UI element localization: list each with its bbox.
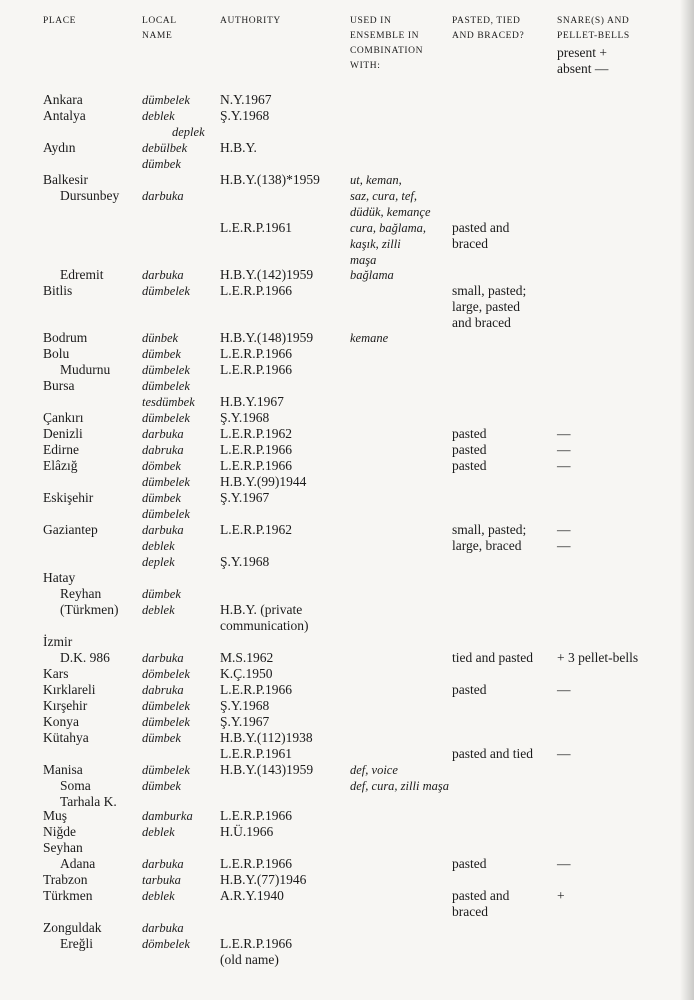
table-row (0, 698, 694, 714)
local-name-cell: darbuka (142, 427, 184, 441)
place-cell: Türkmen (43, 888, 93, 903)
table-row (0, 315, 694, 331)
table-row (0, 188, 694, 204)
authority-cell: H.B.Y.(142)1959 (220, 267, 314, 282)
header-pasted (452, 14, 524, 44)
place-cell: Gaziantep (43, 522, 98, 537)
table-row (0, 666, 694, 682)
pasted-cell: braced (452, 236, 488, 251)
table-row (0, 236, 694, 252)
header-place: PLACE (43, 16, 77, 26)
header-ensemble-line: ENSEMBLE IN (350, 31, 420, 41)
header-pasted-line: AND BRACED? (452, 31, 525, 41)
table-row (0, 920, 694, 936)
subplace-cell: Ereğli (60, 936, 93, 951)
header-snares-line: SNARE(S) AND (557, 16, 630, 26)
table-row (0, 888, 694, 904)
snare-cell: + (557, 888, 565, 903)
authority-cell: H.B.Y.(77)1946 (220, 872, 307, 887)
table-row (0, 522, 694, 538)
table-row (0, 362, 694, 378)
ensemble-cell: ut, keman, (350, 173, 402, 187)
ensemble-cell: kemane (350, 331, 389, 345)
table-row (0, 252, 694, 268)
local-name-cell: dümbek (142, 491, 181, 505)
header-local-name (142, 14, 177, 44)
snare-cell: — (557, 458, 571, 473)
authority-cell: Ş.Y.1968 (220, 108, 270, 123)
local-name-cell: dümbek (142, 347, 181, 361)
pasted-cell: and braced (452, 315, 511, 330)
local-name-cell: dümbelek (142, 763, 190, 777)
pasted-cell: braced (452, 904, 488, 919)
place-cell: Denizli (43, 426, 83, 441)
local-name-cell: dümbelek (142, 411, 190, 425)
table-row (0, 426, 694, 442)
table-row (0, 856, 694, 872)
local-name-cell: dümbelek (142, 363, 190, 377)
authority-cell: L.E.R.P.1966 (220, 283, 293, 298)
authority-cell: A.R.Y.1940 (220, 888, 284, 903)
table-row (0, 267, 694, 283)
pasted-cell: large, braced (452, 538, 522, 553)
authority-cell: Ş.Y.1967 (220, 490, 270, 505)
local-name-cell: dömbelek (142, 667, 190, 681)
authority-cell: H.B.Y.(138)*1959 (220, 172, 320, 187)
local-name-cell: dümbelek (142, 93, 190, 107)
local-name-cell: dümbelek (142, 715, 190, 729)
local-name-cell: dabruka (142, 443, 184, 457)
local-name-cell: deblek (142, 539, 175, 553)
subplace-cell: Mudurnu (60, 362, 111, 377)
authority-cell: L.E.R.P.1966 (220, 346, 293, 361)
table-row (0, 330, 694, 346)
table-row (0, 952, 694, 968)
snare-cell: — (557, 746, 571, 761)
table-row (0, 346, 694, 362)
authority-cell: L.E.R.P.1966 (220, 458, 293, 473)
table-row (0, 682, 694, 698)
table-row (0, 650, 694, 666)
pasted-cell: pasted (452, 856, 487, 871)
table-row (0, 730, 694, 746)
authority-cell: communication) (220, 618, 309, 633)
legend-present: present + (557, 45, 607, 60)
place-cell: Seyhan (43, 840, 83, 855)
authority-cell: Ş.Y.1968 (220, 410, 270, 425)
header-local-name-line: NAME (142, 31, 173, 41)
authority-cell: H.B.Y.(143)1959 (220, 762, 314, 777)
subplace-cell: Adana (60, 856, 96, 871)
header-snares (557, 14, 630, 44)
authority-cell: H.B.Y. (220, 140, 257, 155)
place-cell: Aydın (43, 140, 76, 155)
table-row (0, 124, 694, 140)
local-name-cell: tesdümbek (142, 395, 195, 409)
local-name-cell: dömbelek (142, 937, 190, 951)
snare-cell: — (557, 856, 571, 871)
place-cell: Hatay (43, 570, 76, 585)
pasted-cell: pasted (452, 426, 487, 441)
local-name-cell: deplek (142, 555, 175, 569)
local-name-cell: dümbelek (142, 284, 190, 298)
authority-cell: H.B.Y.(148)1959 (220, 330, 314, 345)
table-row (0, 538, 694, 554)
place-cell: Kırşehir (43, 698, 88, 713)
place-cell: Manisa (43, 762, 83, 777)
table-row (0, 204, 694, 220)
local-name-cell: dümbelek (142, 379, 190, 393)
authority-cell: L.E.R.P.1966 (220, 682, 293, 697)
table-row (0, 299, 694, 315)
authority-cell: L.E.R.P.1966 (220, 936, 293, 951)
pasted-cell: small, pasted; (452, 283, 527, 298)
local-name-cell: dümbek (142, 157, 181, 171)
table-row (0, 746, 694, 762)
local-name-cell: tarbuka (142, 873, 181, 887)
table-row (0, 778, 694, 794)
table-row (0, 808, 694, 824)
ensemble-cell: saz, cura, tef, (350, 189, 418, 203)
table-row (0, 394, 694, 410)
table-row (0, 872, 694, 888)
place-cell: Kütahya (43, 730, 89, 745)
pasted-cell: tied and pasted (452, 650, 533, 665)
authority-cell: (old name) (220, 952, 279, 967)
pasted-cell: pasted (452, 682, 487, 697)
authority-cell: M.S.1962 (220, 650, 274, 665)
local-name-cell: dünbek (142, 331, 179, 345)
pasted-cell: pasted and tied (452, 746, 533, 761)
authority-cell: L.E.R.P.1966 (220, 362, 293, 377)
header-ensemble-line: COMBINATION (350, 46, 424, 56)
ensemble-cell: cura, bağlama, (350, 221, 427, 235)
place-cell: Balkesir (43, 172, 88, 187)
place-cell: Zonguldak (43, 920, 102, 935)
subplace-cell: (Türkmen) (60, 602, 119, 617)
pasted-cell: pasted (452, 458, 487, 473)
place-cell: Bolu (43, 346, 70, 361)
pasted-cell: pasted and (452, 220, 510, 235)
place-cell: Trabzon (43, 872, 88, 887)
header-ensemble-line: USED IN (350, 16, 392, 26)
table-row (0, 904, 694, 920)
pasted-cell: pasted (452, 442, 487, 457)
table-row (0, 378, 694, 394)
ensemble-cell: düdük, kemançe (350, 205, 431, 219)
table-row (0, 714, 694, 730)
table-row (0, 506, 694, 522)
table-row (0, 140, 694, 156)
local-name-cell: deblek (142, 825, 175, 839)
table-row (0, 283, 694, 299)
local-name-cell: dümbek (142, 779, 181, 793)
authority-cell: H.Ü.1966 (220, 824, 274, 839)
pasted-cell: pasted and (452, 888, 510, 903)
authority-cell: H.B.Y. (private (220, 602, 303, 617)
header-ensemble (350, 14, 423, 74)
authority-cell: H.B.Y.(112)1938 (220, 730, 313, 745)
table-row (0, 474, 694, 490)
table-row (0, 156, 694, 172)
subplace-cell: Dursunbey (60, 188, 120, 203)
table-row (0, 634, 694, 650)
local-name-cell: darbuka (142, 921, 184, 935)
snare-cell: + 3 pellet-bells (557, 650, 639, 665)
place-cell: Niğde (43, 824, 76, 839)
snare-cell: — (557, 682, 571, 697)
table-row (0, 936, 694, 952)
local-name-cell: dümbelek (142, 475, 190, 489)
place-cell: Eskişehir (43, 490, 94, 505)
table-row (0, 458, 694, 474)
header-authority: AUTHORITY (220, 16, 281, 26)
table-row (0, 840, 694, 856)
local-name-cell: dümbelek (142, 507, 190, 521)
local-name-cell: darbuka (142, 268, 184, 282)
header-pasted-line: PASTED, TIED (452, 16, 521, 26)
local-name-cell: darbuka (142, 523, 184, 537)
place-cell: Bodrum (43, 330, 88, 345)
local-name-cell: dümbelek (142, 699, 190, 713)
authority-cell: N.Y.1967 (220, 92, 272, 107)
table-row (0, 442, 694, 458)
ensemble-cell: maşa (350, 253, 377, 267)
authority-cell: L.E.R.P.1961 (220, 220, 293, 235)
place-cell: Edirne (43, 442, 79, 457)
ensemble-cell: bağlama (350, 268, 394, 282)
local-name-cell: damburka (142, 809, 193, 823)
table-row (0, 824, 694, 840)
subplace-cell: Tarhala K. (60, 794, 117, 809)
table-row (0, 92, 694, 108)
place-cell: Antalya (43, 108, 86, 123)
header-ensemble-line: WITH: (350, 61, 381, 71)
local-name-cell: deblek (142, 109, 175, 123)
authority-cell: Ş.Y.1968 (220, 554, 270, 569)
header-local-name-line: LOCAL (142, 16, 177, 26)
table-row (0, 220, 694, 236)
place-cell: Bitlis (43, 283, 73, 298)
place-cell: Çankırı (43, 410, 84, 425)
table-row (0, 618, 694, 634)
header-snares-line: PELLET-BELLS (557, 31, 630, 41)
local-name-cell: darbuka (142, 651, 184, 665)
place-cell: Konya (43, 714, 79, 729)
local-name-cell: darbuka (142, 857, 184, 871)
local-name-cell: dümbek (142, 587, 181, 601)
table-row (0, 570, 694, 586)
authority-cell: L.E.R.P.1962 (220, 426, 293, 441)
table-row (0, 490, 694, 506)
table-row (0, 172, 694, 188)
place-cell: Kırklareli (43, 682, 96, 697)
authority-cell: L.E.R.P.1966 (220, 808, 293, 823)
local-name-cell: debülbek (142, 141, 188, 155)
authority-cell: L.E.R.P.1961 (220, 746, 293, 761)
ensemble-cell: def, cura, zilli maşa (350, 779, 449, 793)
place-cell: İzmir (43, 634, 73, 649)
pasted-cell: small, pasted; (452, 522, 527, 537)
authority-cell: Ş.Y.1967 (220, 714, 270, 729)
authority-cell: L.E.R.P.1966 (220, 856, 293, 871)
local-name-cell: deblek (142, 889, 175, 903)
local-name-cell: dabruka (142, 683, 184, 697)
snare-cell: — (557, 426, 571, 441)
local-name-cell: deblek (142, 603, 175, 617)
place-cell: Bursa (43, 378, 75, 393)
table-row (0, 410, 694, 426)
place-cell: Kars (43, 666, 69, 681)
pasted-cell: large, pasted (452, 299, 520, 314)
table-row (0, 602, 694, 618)
subplace-cell: D.K. 986 (60, 650, 110, 665)
table-row (0, 762, 694, 778)
local-name-cell: deplek (172, 125, 205, 139)
snare-cell: — (557, 538, 571, 553)
place-cell: Ankara (43, 92, 83, 107)
authority-cell: H.B.Y.1967 (220, 394, 284, 409)
snare-cell: — (557, 442, 571, 457)
authority-cell: Ş.Y.1968 (220, 698, 270, 713)
ensemble-cell: kaşık, zilli (350, 237, 401, 251)
local-name-cell: dümbek (142, 731, 181, 745)
place-cell: Elâzığ (43, 458, 78, 473)
authority-cell: L.E.R.P.1962 (220, 522, 293, 537)
ensemble-cell: def, voice (350, 763, 398, 777)
authority-cell: K.Ç.1950 (220, 666, 273, 681)
table-row (0, 586, 694, 602)
legend-absent: absent — (557, 61, 609, 76)
subplace-cell: Edremit (60, 267, 104, 282)
authority-cell: L.E.R.P.1966 (220, 442, 293, 457)
local-name-cell: dömbek (142, 459, 181, 473)
table-row (0, 554, 694, 570)
local-name-cell: darbuka (142, 189, 184, 203)
snare-cell: — (557, 522, 571, 537)
subplace-cell: Soma (60, 778, 91, 793)
authority-cell: H.B.Y.(99)1944 (220, 474, 307, 489)
place-cell: Muş (43, 808, 68, 823)
subplace-cell: Reyhan (60, 586, 102, 601)
table-row (0, 108, 694, 124)
